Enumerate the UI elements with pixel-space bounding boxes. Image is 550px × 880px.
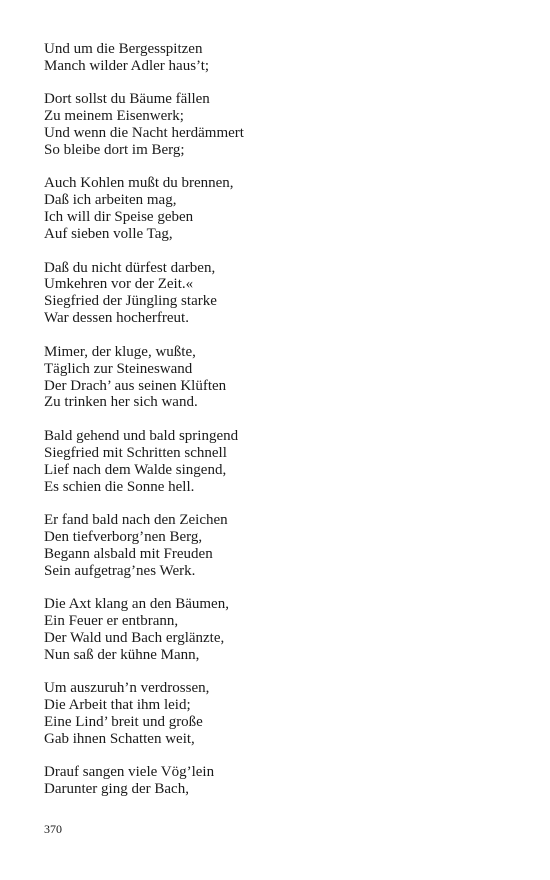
poem-line: Manch wilder Adler haus’t; <box>44 57 210 74</box>
poem-line: Eine Lind’ breit und große <box>44 714 203 730</box>
page-number: 370 <box>44 822 62 836</box>
poem-line: Er fand bald nach den Zeichen <box>44 511 228 528</box>
stanza <box>44 596 514 664</box>
poem-line: War dessen hocherfreut. <box>44 310 189 327</box>
poem-line: Um auszuruh’n verdrossen, <box>44 680 210 697</box>
poem-line: Zu trinken her sich wand. <box>44 394 198 411</box>
poem-line: Die Axt klang an den Bäumen, <box>44 596 229 613</box>
poem-line: Den tiefverborg’nen Berg, <box>44 528 203 545</box>
poem-line: Begann alsbald mit Freuden <box>44 545 213 562</box>
poem-line: Und um die Bergesspitzen <box>44 41 203 57</box>
poem-line: Daß ich arbeiten mag, <box>44 192 177 209</box>
stanza <box>44 428 514 496</box>
stanza <box>44 680 514 748</box>
poem-line: Sein aufgetrag’nes Werk. <box>44 562 196 579</box>
stanza <box>44 512 514 580</box>
poem-line: Zu meinem Eisenwerk; <box>44 108 184 125</box>
poem-line: Täglich zur Steineswand <box>44 360 193 377</box>
poem-line: Lief nach dem Walde singend, <box>44 461 227 478</box>
poem-line: Daß du nicht dürfest darben, <box>44 259 216 276</box>
poem-text <box>44 41 514 815</box>
stanza <box>44 764 514 798</box>
poem-line: Drauf sangen viele Vög’lein <box>44 764 215 781</box>
poem-line: Bald gehend und bald springend <box>44 427 239 444</box>
stanza <box>44 175 514 243</box>
poem-line: Auch Kohlen mußt du brennen, <box>44 175 234 192</box>
poem-line: Es schien die Sonne hell. <box>44 478 195 495</box>
poem-line: Und wenn die Nacht herdämmert <box>44 125 244 142</box>
poem-line: So bleibe dort im Berg; <box>44 142 185 159</box>
poem-line: Ich will dir Speise geben <box>44 209 194 226</box>
stanza <box>44 260 514 328</box>
poem-line: Umkehren vor der Zeit.« <box>44 276 194 293</box>
stanza <box>44 41 514 75</box>
poem-line: Darunter ging der Bach, <box>44 781 189 798</box>
stanza <box>44 344 514 412</box>
poem-line: Der Drach’ aus seinen Klüften <box>44 377 227 394</box>
poem-line: Die Arbeit that ihm leid; <box>44 697 191 714</box>
poem-line: Siegfried mit Schritten schnell <box>44 444 227 461</box>
poem-line: Mimer, der kluge, wußte, <box>44 343 196 360</box>
poem-line: Nun saß der kühne Mann, <box>44 646 200 663</box>
poem-line: Gab ihnen Schatten weit, <box>44 730 195 747</box>
poem-line: Dort sollst du Bäume fällen <box>44 91 210 108</box>
poem-line: Der Wald und Bach erglänzte, <box>44 629 225 646</box>
poem-line: Ein Feuer er entbrann, <box>44 612 179 629</box>
stanza <box>44 91 514 159</box>
poem-line: Siegfried der Jüngling starke <box>44 293 217 310</box>
poem-line: Auf sieben volle Tag, <box>44 226 173 243</box>
